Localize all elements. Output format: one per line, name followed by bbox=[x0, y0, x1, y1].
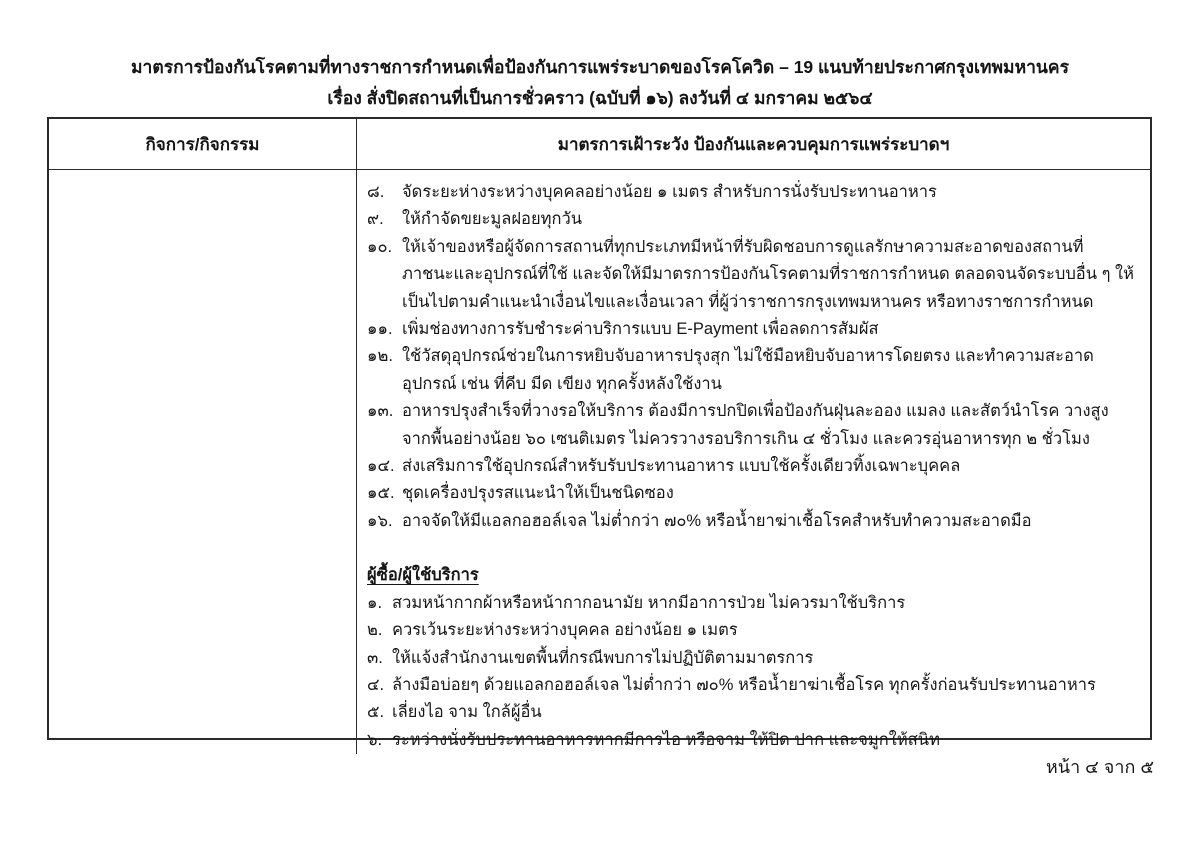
page-number-label: หน้า ๔ จาก ๕ bbox=[1045, 757, 1154, 777]
measure-item-9 bbox=[367, 206, 1136, 233]
measures-cell bbox=[357, 170, 1150, 754]
measure-item-13 bbox=[367, 398, 1136, 453]
buyer-item-number: ๕. bbox=[367, 703, 385, 722]
document-title bbox=[0, 52, 1200, 114]
table-header-row bbox=[49, 119, 1150, 170]
buyer-item-1 bbox=[367, 590, 1136, 617]
document-title-line1: มาตรการป้องกันโรคตามที่ทางราชการกำหนดเพื่อป้องกันการแพร่ระบาดของโรคโควิด – 19 แนบท้ายประกาศกรุงเทพมหานคร bbox=[130, 57, 1069, 77]
measure-item-10 bbox=[367, 234, 1136, 316]
measure-item-text: เพิ่มช่องทางการรับชำระค่าบริการแบบ E-Payment เพื่อลดการสัมผัส bbox=[402, 320, 879, 339]
buyer-item-6 bbox=[367, 727, 1136, 754]
buyer-item-3 bbox=[367, 645, 1136, 672]
measure-item-number: ๑๓. bbox=[367, 402, 394, 421]
measure-item-number: ๑๕. bbox=[367, 484, 395, 503]
buyer-item-text: ระหว่างนั่งรับประทานอาหารหากมีการไอ หรือจาม ให้ปิด ปาก และจมูกให้สนิท bbox=[392, 730, 940, 749]
buyer-item-text: เลี่ยงไอ จาม ใกล้ผู้อื่น bbox=[392, 703, 542, 722]
measure-item-number: ๑๒. bbox=[367, 347, 393, 366]
measure-item-15 bbox=[367, 480, 1136, 507]
measure-item-number: ๘. bbox=[367, 183, 385, 201]
measure-item-number: ๑๑. bbox=[367, 320, 393, 339]
buyer-item-number: ๓. bbox=[367, 648, 383, 667]
measure-item-text: ชุดเครื่องปรุงรสแนะนำให้เป็นชนิดซอง bbox=[402, 484, 674, 503]
measure-item-number: ๑๖. bbox=[367, 511, 393, 530]
measure-item-11 bbox=[367, 316, 1136, 343]
buyer-item-4 bbox=[367, 672, 1136, 699]
activity-cell bbox=[49, 170, 357, 754]
table-header-measures: มาตรการเฝ้าระวัง ป้องกันและควบคุมการแพร่ระบาดฯ bbox=[557, 134, 950, 154]
measure-item-text: ให้กำจัดขยะมูลฝอยทุกวัน bbox=[402, 210, 583, 229]
table-body-row bbox=[49, 170, 1150, 754]
measure-item-number: ๑๐. bbox=[367, 237, 393, 256]
measure-item-text: ส่งเสริมการใช้อุปกรณ์สำหรับรับประทานอาหาร แบบใช้ครั้งเดียวทิ้งเฉพาะบุคคล bbox=[402, 457, 961, 476]
measure-item-number: ๑๔. bbox=[367, 457, 395, 476]
buyer-item-number: ๑. bbox=[367, 593, 383, 612]
buyer-item-number: ๔. bbox=[367, 675, 385, 694]
document-title-line2: เรื่อง สั่งปิดสถานที่เป็นการชั่วคราว (ฉบับที่ ๑๖) ลงวันที่ ๔ มกราคม ๒๕๖๔ bbox=[327, 88, 873, 108]
measure-item-8 bbox=[367, 179, 1136, 206]
subsection-heading-buyers: ผู้ซื้อ/ผู้ใช้บริการ bbox=[367, 566, 479, 585]
table-header-activity: กิจการ/กิจกรรม bbox=[49, 119, 357, 169]
buyer-item-5 bbox=[367, 699, 1136, 726]
buyer-item-text: ล้างมือบ่อยๆ ด้วยแอลกอฮอล์เจล ไม่ต่ำกว่า ๗๐% หรือน้ำยาฆ่าเชื้อโรค ทุกครั้งก่อนรับประทานอาหาร bbox=[392, 675, 1096, 694]
measure-item-12 bbox=[367, 343, 1136, 398]
measure-item-text: ใช้วัสดุอุปกรณ์ช่วยในการหยิบจับอาหารปรุงสุก ไม่ใช้มือหยิบจับอาหารโดยตรง และทำความสะอาดอุปกรณ์ เช่น ที่คีบ มีด เขียง ทุกครั้งหลังใช้งาน bbox=[402, 347, 1094, 393]
measure-item-text: จัดระยะห่างระหว่างบุคคลอย่างน้อย ๑ เมตร สำหรับการนั่งรับประทานอาหาร bbox=[402, 183, 937, 201]
measures-content bbox=[357, 170, 1150, 754]
buyer-item-2 bbox=[367, 617, 1136, 644]
measure-item-text: ให้เจ้าของหรือผู้จัดการสถานที่ทุกประเภทมีหน้าที่รับผิดชอบการดูแลรักษาความสะอาดของสถานที่ ภาชนะและอุปกรณ์ที่ใช้ และจัดให้มีมาตรการป้องกันโรคตามที่ราชการกำหนด ตลอดจนจัดระบบอื่น ๆ ให้เป็นไปตามคำแนะนำเงื่อนไขและเงื่อนเวลา ที่ผู้ว่าราชการกรุงเทพมหานคร หรือทางราชการกำหนด bbox=[402, 237, 1134, 311]
measure-item-14 bbox=[367, 453, 1136, 480]
measure-item-number: ๙. bbox=[367, 210, 384, 229]
buyer-item-number: ๖. bbox=[367, 730, 383, 749]
measure-item-16 bbox=[367, 508, 1136, 535]
buyer-item-number: ๒. bbox=[367, 621, 383, 640]
buyer-item-text: สวมหน้ากากผ้าหรือหน้ากากอนามัย หากมีอาการป่วย ไม่ควรมาใช้บริการ bbox=[392, 593, 906, 612]
measure-item-text: อาหารปรุงสำเร็จที่วางรอให้บริการ ต้องมีการปกปิดเพื่อป้องกันฝุ่นละออง แมลง และสัตว์นำโรค วางสูงจากพื้นอย่างน้อย ๖๐ เซนติเมตร ไม่ควรวางรอบริการเกิน ๔ ชั่วโมง และควรอุ่นอาหารทุก ๒ ชั่วโมง bbox=[402, 402, 1109, 448]
measure-item-text: อาจจัดให้มีแอลกอฮอล์เจล ไม่ต่ำกว่า ๗๐% หรือน้ำยาฆ่าเชื้อโรคสำหรับทำความสะอาดมือ bbox=[402, 511, 1032, 530]
measures-table bbox=[47, 117, 1152, 749]
buyer-item-text: ควรเว้นระยะห่างระหว่างบุคคล อย่างน้อย ๑ เมตร bbox=[392, 621, 738, 640]
buyer-item-text: ให้แจ้งสำนักงานเขตพื้นที่กรณีพบการไม่ปฏิบัติตามมาตรการ bbox=[392, 648, 814, 667]
